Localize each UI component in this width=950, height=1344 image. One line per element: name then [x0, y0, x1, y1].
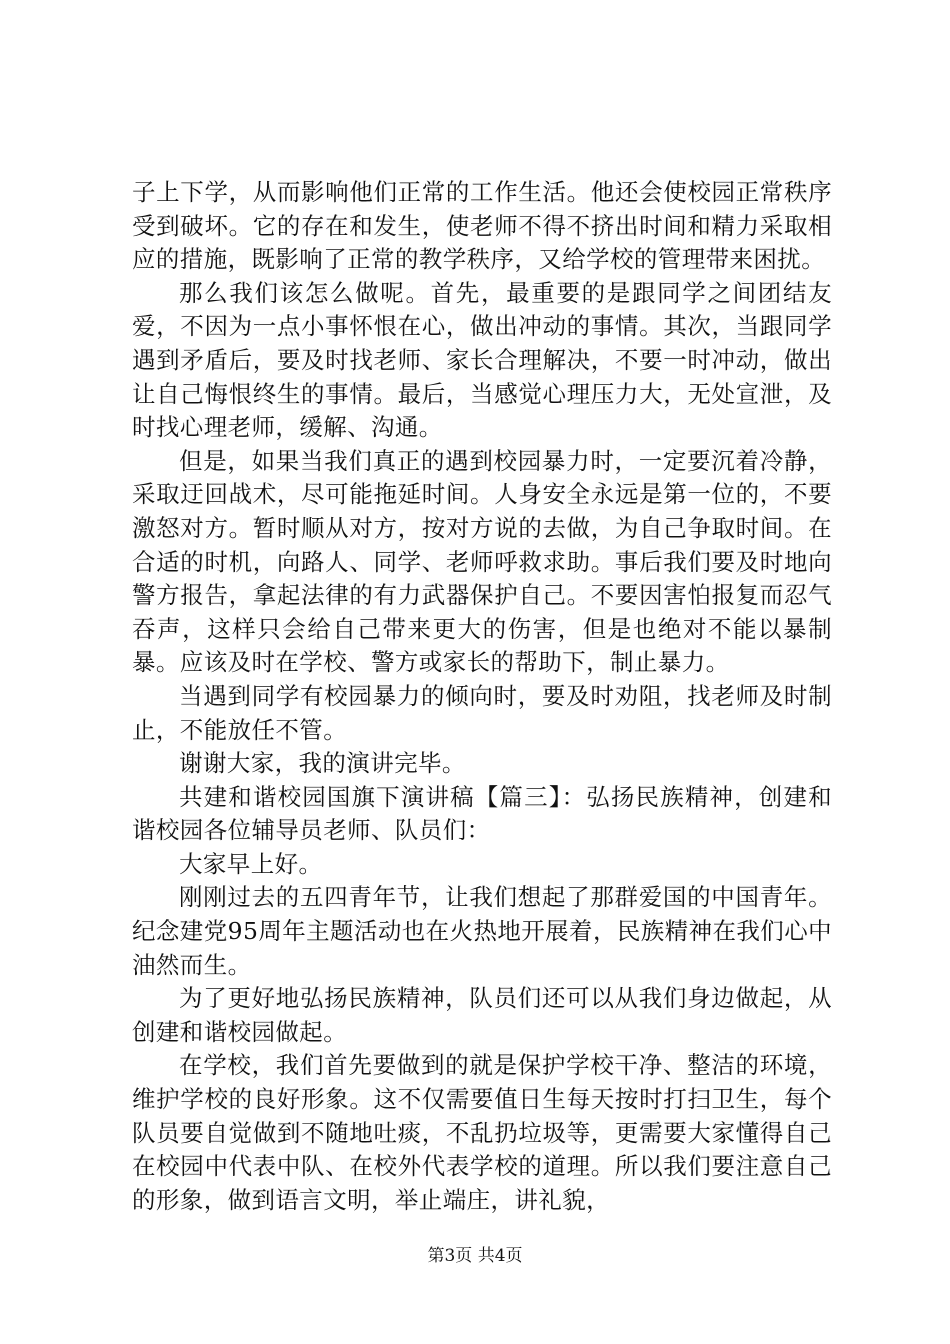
paragraph: 为了更好地弘扬民族精神，队员们还可以从我们身边做起，从创建和谐校园做起。 [132, 984, 832, 1046]
paragraph: 刚刚过去的五四青年节，让我们想起了那群爱国的中国青年。纪念建党95周年主题活动也在火热地开展着，民族精神在我们心中油然而生。 [132, 883, 832, 979]
paragraph: 但是，如果当我们真正的遇到校园暴力时，一定要沉着冷静，采取迂回战术，尽可能拖延时间。人身安全永远是第一位的，不要激怒对方。暂时顺从对方，按对方说的去做，为自己争取时间。在合适的时机，向路人、同学、老师呼救求助。事后我们要及时地向警方报告，拿起法律的有力武器保护自己。不要因害怕报复而忍气吞声，这样只会给自己带来更大的伤害，但是也绝对不能以暴制暴。应该及时在学校、警方或家长的帮助下，制止暴力。 [132, 446, 832, 677]
paragraph: 大家早上好。 [179, 849, 323, 878]
paragraph: 那么我们该怎么做呢。首先，最重要的是跟同学之间团结友爱，不因为一点小事怀恨在心，做出冲动的事情。其次，当跟同学遇到矛盾后，要及时找老师、家长合理解决，不要一时冲动，做出让自己悔恨终生的事情。最后，当感觉心理压力大，无处宣泄，及时找心理老师，缓解、沟通。 [132, 278, 832, 442]
paragraph: 共建和谐校园国旗下演讲稿【篇三】：弘扬民族精神，创建和谐校园各位辅导员老师、队员们： [132, 782, 832, 845]
page-number-footer: 第3页 共4页 [427, 1246, 523, 1266]
paragraph: 当遇到同学有校园暴力的倾向时，要及时劝阻，找老师及时制止，不能放任不管。 [132, 681, 832, 744]
paragraph: 在学校，我们首先要做到的就是保护学校干净、整洁的环境，维护学校的良好形象。这不仅需要值日生每天按时打扫卫生，每个队员要自觉做到不随地吐痰，不乱扔垃圾等，更需要大家懂得自己在校园中代表中队、在校外代表学校的道理。所以我们要注意自己的形象，做到语言文明，举止端庄，讲礼貌， [132, 1051, 832, 1214]
document-body [132, 176, 832, 1217]
paragraph: 谢谢大家，我的演讲完毕。 [179, 749, 466, 778]
paragraph: 子上下学，从而影响他们正常的工作生活。他还会使校园正常秩序受到破坏。它的存在和发生，使老师不得不挤出时间和精力采取相应的措施，既影响了正常的教学秩序，又给学校的管理带来困扰。 [132, 178, 832, 274]
